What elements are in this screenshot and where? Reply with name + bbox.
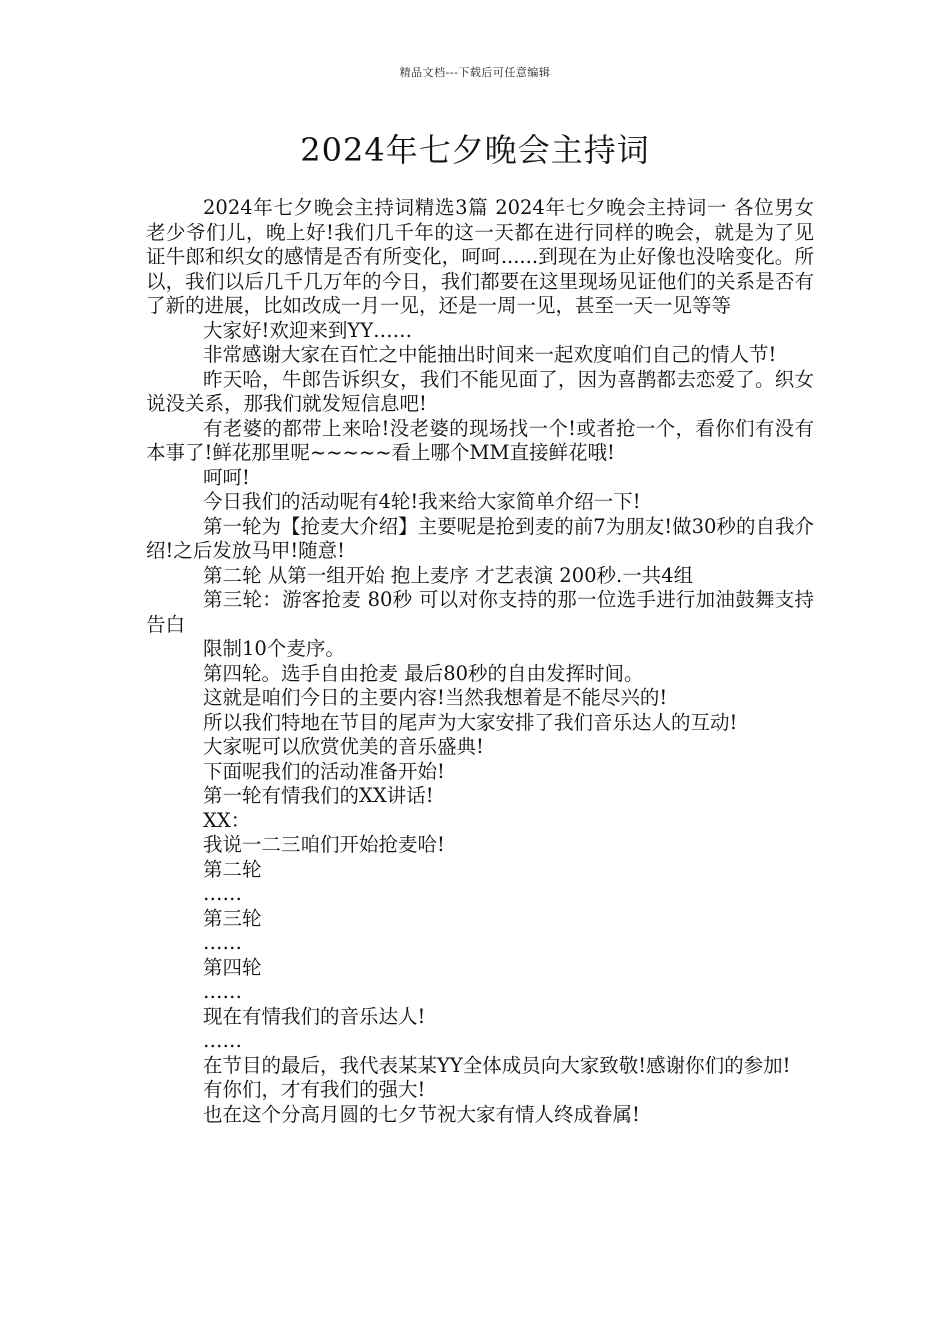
document-body (146, 196, 814, 1127)
closing-line: 也在这个分高月圆的七夕节祝大家有情人终成眷属! (203, 1102, 640, 1126)
closing-paragraph: 在节目的最后，我代表某某YY全体成员向大家致敬!感谢你们的参加! (203, 1053, 791, 1077)
body-line: 呵呵! (203, 465, 250, 489)
body-paragraph: 有老婆的都带上来哈!没老婆的现场找一个!或者抢一个，看你们有没有本事了!鲜花那里呢~~~~~看上哪个MM直接鲜花哦! (146, 416, 814, 464)
body-line: 下面呢我们的活动准备开始! (203, 759, 445, 783)
body-paragraph: 昨天哈，牛郎告诉织女，我们不能见面了，因为喜鹊都去恋爱了。织女说没关系，那我们就发短信息吧! (146, 367, 814, 415)
ellipsis-line: …… (203, 882, 242, 905)
round-one-paragraph: 第一轮为【抢麦大介绍】主要呢是抢到麦的前7为朋友!做30秒的自我介绍!之后发放马甲!随意! (146, 514, 814, 562)
intro-paragraph: 2024年七夕晚会主持词精选3篇 2024年七夕晚会主持词一 各位男女老少爷们儿，晚上好!我们几千年的这一天都在进行同样的晚会，就是为了见证牛郎和织女的感情是否有所变化，呵呵......到现在为止好像也没啥变化。所以，我们以后几千几万年的今日，我们都要在这里现场见证他们的关系是否有了新的进展，比如改成一月一见，还是一周一见，甚至一天一见等等 (146, 196, 814, 317)
body-paragraph: 非常感谢大家在百忙之中能抽出时间来一起欢度咱们自己的情人节! (203, 343, 777, 366)
round-three-paragraph: 第三轮：游客抢麦 80秒 可以对你支持的那一位选手进行加油鼓舞支持告白 (146, 588, 814, 636)
round-two-line: 第二轮 从第一组开始 抱上麦序 才艺表演 200秒.一共4组 (203, 563, 694, 587)
body-line: XX： (203, 808, 251, 832)
body-line: 今日我们的活动呢有4轮!我来给大家简单介绍一下! (203, 490, 641, 513)
ellipsis-line: …… (203, 931, 242, 954)
body-line: 第三轮 (203, 906, 262, 930)
body-line: 我说一二三咱们开始抢麦哈! (203, 833, 445, 856)
round-four-line: 第四轮。选手自由抢麦 最后80秒的自由发挥时间。 (203, 661, 644, 685)
body-line: 大家呢可以欣赏优美的音乐盛典! (203, 735, 484, 758)
body-line: 有你们，才有我们的强大! (203, 1078, 426, 1101)
page-header: 精品文档---下载后可任意编辑 (399, 66, 551, 79)
ellipsis-line: …… (203, 980, 242, 1003)
body-line: 所以我们特地在节目的尾声为大家安排了我们音乐达人的互动! (203, 710, 738, 734)
greeting-line: 大家好!欢迎来到YY…… (203, 318, 413, 342)
body-line: 第四轮 (203, 955, 262, 979)
document-title: 2024年七夕晚会主持词 (300, 131, 650, 169)
body-line: 这就是咱们今日的主要内容!当然我想着是不能尽兴的! (203, 686, 668, 709)
body-line: 现在有情我们的音乐达人! (203, 1004, 426, 1028)
body-line: 限制10个麦序。 (203, 637, 345, 660)
body-line: 第二轮 (203, 857, 262, 881)
ellipsis-line: …… (203, 1029, 242, 1052)
body-line: 第一轮有情我们的XX讲话! (203, 784, 434, 807)
